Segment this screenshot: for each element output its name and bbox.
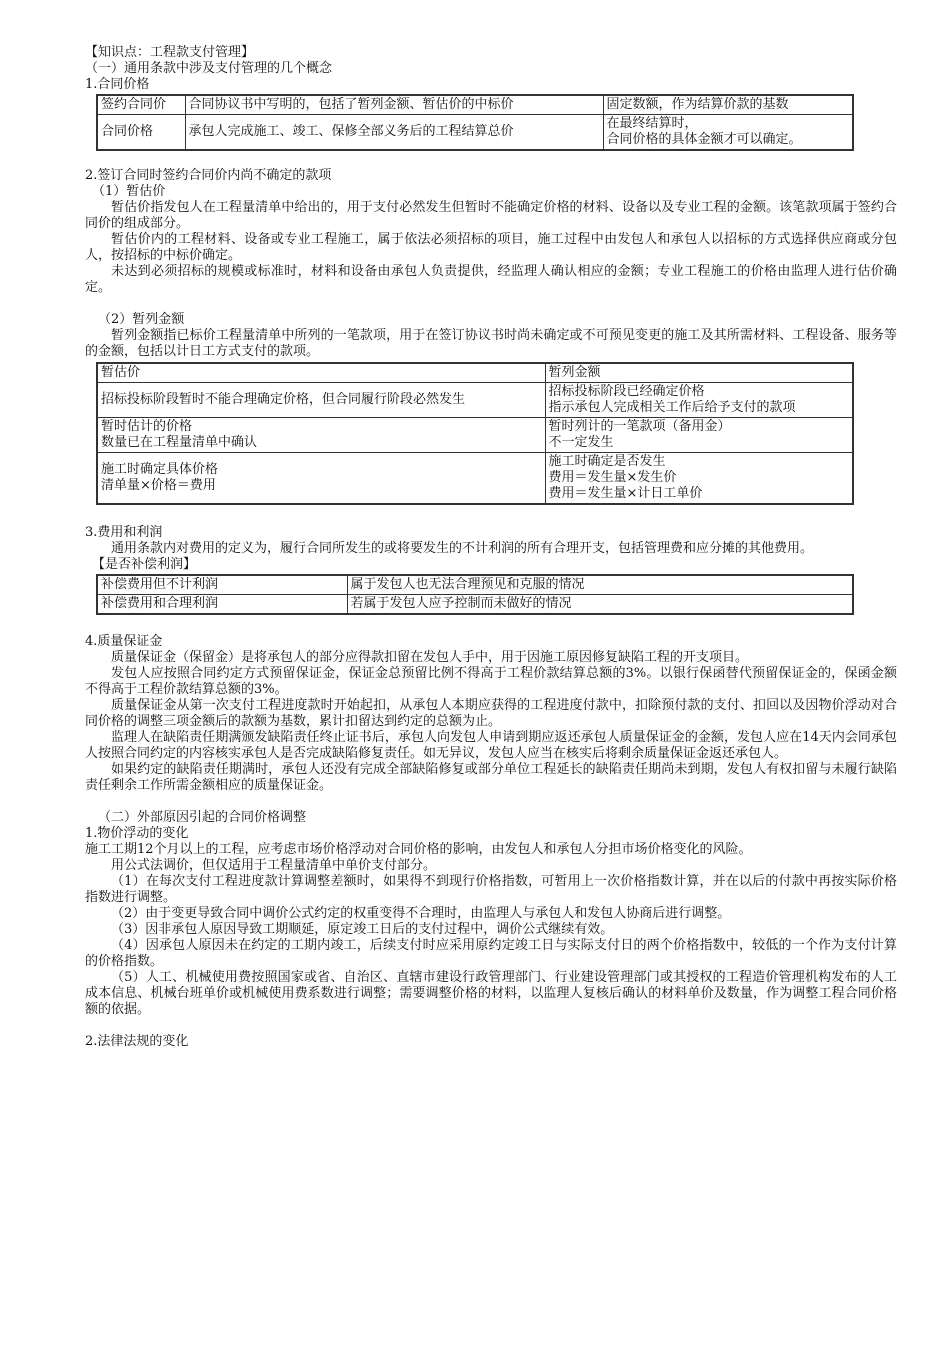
cell-line: 指示承包人完成相关工作后给予支付的款项 xyxy=(548,400,796,415)
uncertain-items-heading: 2.签订合同时签约合同价内尚不确定的款项 xyxy=(85,168,332,183)
table-cell: 暂估价 xyxy=(97,363,545,383)
table-cell: 补偿费用和合理利润 xyxy=(97,595,347,615)
table-row xyxy=(97,363,853,383)
knowledge-heading: 【知识点：工程款支付管理】 xyxy=(85,45,255,60)
table-row xyxy=(97,575,853,595)
cell-line: 招标投标阶段已经确定价格 xyxy=(548,384,705,399)
table-cell: 补偿费用但不计利润 xyxy=(97,575,347,595)
table-cell: 承包人完成施工、竣工、保修全部义务后的工程结算总价 xyxy=(185,115,603,151)
document-page xyxy=(85,45,897,1050)
table-cell: 签约合同价 xyxy=(97,95,185,115)
spacer xyxy=(85,794,897,810)
cell-line: 暂时估计的价格 xyxy=(101,419,193,434)
contract-price-table xyxy=(96,94,854,151)
table-cell: 合同协议书中写明的，包括了暂列金额、暂估价的中标价 xyxy=(185,95,603,115)
cell-line: 施工时确定具体价格 xyxy=(101,462,219,477)
paragraph: （5）人工、机械使用费按照国家或省、自治区、直辖市建设行政管理部门、行业建设管理部门或其授权的工程造价管理机构发布的人工成本信息、机械台班单价或机械使用费系数进行调整；需要调整价格的材料，以监理人复核后确认的材料单价及数量，作为调整工程合同价格额的依据。 xyxy=(85,970,897,1017)
retention-money-heading: 4.质量保证金 xyxy=(85,634,163,649)
paragraph: 质量保证金从第一次支付工程进度款时开始起扣，从承包人本期应获得的工程进度付款中，扣除预付款的支付、扣回以及因物价浮动对合同价格的调整三项金额后的款额为基数，累计扣留达到约定的总额为止。 xyxy=(85,698,897,729)
cost-profit-heading: 3.费用和利润 xyxy=(85,525,163,540)
table-cell xyxy=(545,453,853,505)
paragraph: 暂估价内的工程材料、设备或专业工程施工，属于依法必须招标的项目，施工过程中由发包人和承包人以招标的方式选择供应商或分包人，按招标的中标价确定。 xyxy=(85,232,897,263)
paragraph: （4）因承包人原因未在约定的工期内竣工，后续支付时应采用原约定竣工日与实际支付日的两个价格指数中，较低的一个作为支付计算的价格指数。 xyxy=(85,938,897,969)
paragraph: 监理人在缺陷责任期满颁发缺陷责任终止证书后，承包人向发包人申请到期应返还承包人质量保证金的金额，发包人应在14天内会同承包人按照合同约定的内容核实承包人是否完成缺陷修复责任。如无异议，发包人应当在核实后将剩余质量保证金返还承包人。 xyxy=(85,730,897,761)
paragraph: （1）在每次支付工程进度款计算调整差额时，如果得不到现行价格指数，可暂用上一次价格指数计算，并在以后的付款中再按实际价格指数进行调整。 xyxy=(85,874,897,905)
section2-title: （二）外部原因引起的合同价格调整 xyxy=(98,810,307,825)
law-change-heading: 2.法律法规的变化 xyxy=(85,1034,189,1049)
cell-line: 施工时确定是否发生 xyxy=(548,454,666,469)
paragraph: 施工工期12个月以上的工程，应考虑市场价格浮动对合同价格的影响，由发包人和承包人分担市场价格变化的风险。 xyxy=(85,842,752,857)
spacer xyxy=(85,152,897,168)
table-cell: 属于发包人也无法合理预见和克服的情况 xyxy=(347,575,853,595)
profit-compensation-title: 【是否补偿利润】 xyxy=(92,557,197,572)
cell-line: 清单量×价格＝费用 xyxy=(101,478,216,493)
table-row xyxy=(97,383,853,418)
table-row xyxy=(97,418,853,453)
table-row xyxy=(97,595,853,615)
price-fluctuation-heading: 1.物价浮动的变化 xyxy=(85,826,189,841)
section1-title: （一）通用条款中涉及支付管理的几个概念 xyxy=(85,61,333,76)
paragraph: （2）由于变更导致合同中调价公式约定的权重变得不合理时，由监理人与承包人和发包人协商后进行调整。 xyxy=(111,906,731,921)
cell-line: 合同价格的具体金额才可以确定。 xyxy=(606,132,802,147)
cell-line: 暂时列计的一笔款项（备用金） xyxy=(548,419,731,434)
contract-price-heading: 1.合同价格 xyxy=(85,77,150,92)
table-cell xyxy=(545,418,853,453)
table-row xyxy=(97,115,853,151)
cell-line: 在最终结算时， xyxy=(606,116,698,131)
paragraph: 通用条款内对费用的定义为，履行合同所发生的或将要发生的不计利润的所有合理开支，包括管理费和应分摊的其他费用。 xyxy=(111,541,814,556)
paragraph: 用公式法调价，但仅适用于工程量清单中单价支付部分。 xyxy=(111,858,437,873)
table-cell xyxy=(97,418,545,453)
table-cell: 若属于发包人应予控制而未做好的情况 xyxy=(347,595,853,615)
table-cell xyxy=(97,453,545,505)
paragraph: 未达到必须招标的规模或标准时，材料和设备由承包人负责提供，经监理人确认相应的金额；专业工程施工的价格由监理人进行估价确定。 xyxy=(85,264,897,295)
paragraph: 如果约定的缺陷责任期满时，承包人还没有完成全部缺陷修复或部分单位工程延长的缺陷责任期尚未到期，发包人有权扣留与未履行缺陷责任剩余工作所需金额相应的质量保证金。 xyxy=(85,762,897,793)
paragraph: （3）因非承包人原因导致工期顺延，原定竣工日后的支付过程中，调价公式继续有效。 xyxy=(111,922,614,937)
table-row xyxy=(97,453,853,505)
table-cell: 固定数额，作为结算价款的基数 xyxy=(603,95,853,115)
spacer xyxy=(85,1018,897,1034)
table-cell: 暂列金额 xyxy=(545,363,853,383)
cell-line: 费用＝发生量×发生价 xyxy=(548,470,677,485)
provisional-sum-subheading: （2）暂列金额 xyxy=(98,312,185,327)
paragraph: 质量保证金（保留金）是将承包人的部分应得款扣留在发包人手中，用于因施工原因修复缺陷工程的开支项目。 xyxy=(111,650,749,665)
provisional-estimate-subheading: （1）暂估价 xyxy=(92,184,166,199)
cell-line: 费用＝发生量×计日工单价 xyxy=(548,486,703,501)
cell-line: 不一定发生 xyxy=(548,435,614,450)
spacer xyxy=(85,509,897,525)
table-cell: 合同价格 xyxy=(97,115,185,151)
spacer xyxy=(85,296,897,312)
paragraph: 暂列金额指已标价工程量清单中所列的一笔款项，用于在签订协议书时尚未确定或不可预见变更的施工及其所需材料、工程设备、服务等的金额，包括以计日工方式支付的款项。 xyxy=(85,328,897,359)
paragraph: 发包人应按照合同约定方式预留保证金，保证金总预留比例不得高于工程价款结算总额的3%。以银行保函替代预留保证金的，保函金额不得高于工程价款结算总额的3%。 xyxy=(85,666,897,697)
table-cell xyxy=(603,115,853,151)
table-row xyxy=(97,95,853,115)
profit-compensation-table xyxy=(96,574,854,615)
spacer xyxy=(85,618,897,634)
paragraph: 暂估价指发包人在工程量清单中给出的，用于支付必然发生但暂时不能确定价格的材料、设备以及专业工程的金额。该笔款项属于签约合同价的组成部分。 xyxy=(85,200,897,231)
estimate-vs-sum-table xyxy=(96,362,854,505)
table-cell xyxy=(545,383,853,418)
cell-line: 数量已在工程量清单中确认 xyxy=(101,435,258,450)
table-cell: 招标投标阶段暂时不能合理确定价格，但合同履行阶段必然发生 xyxy=(97,383,545,418)
